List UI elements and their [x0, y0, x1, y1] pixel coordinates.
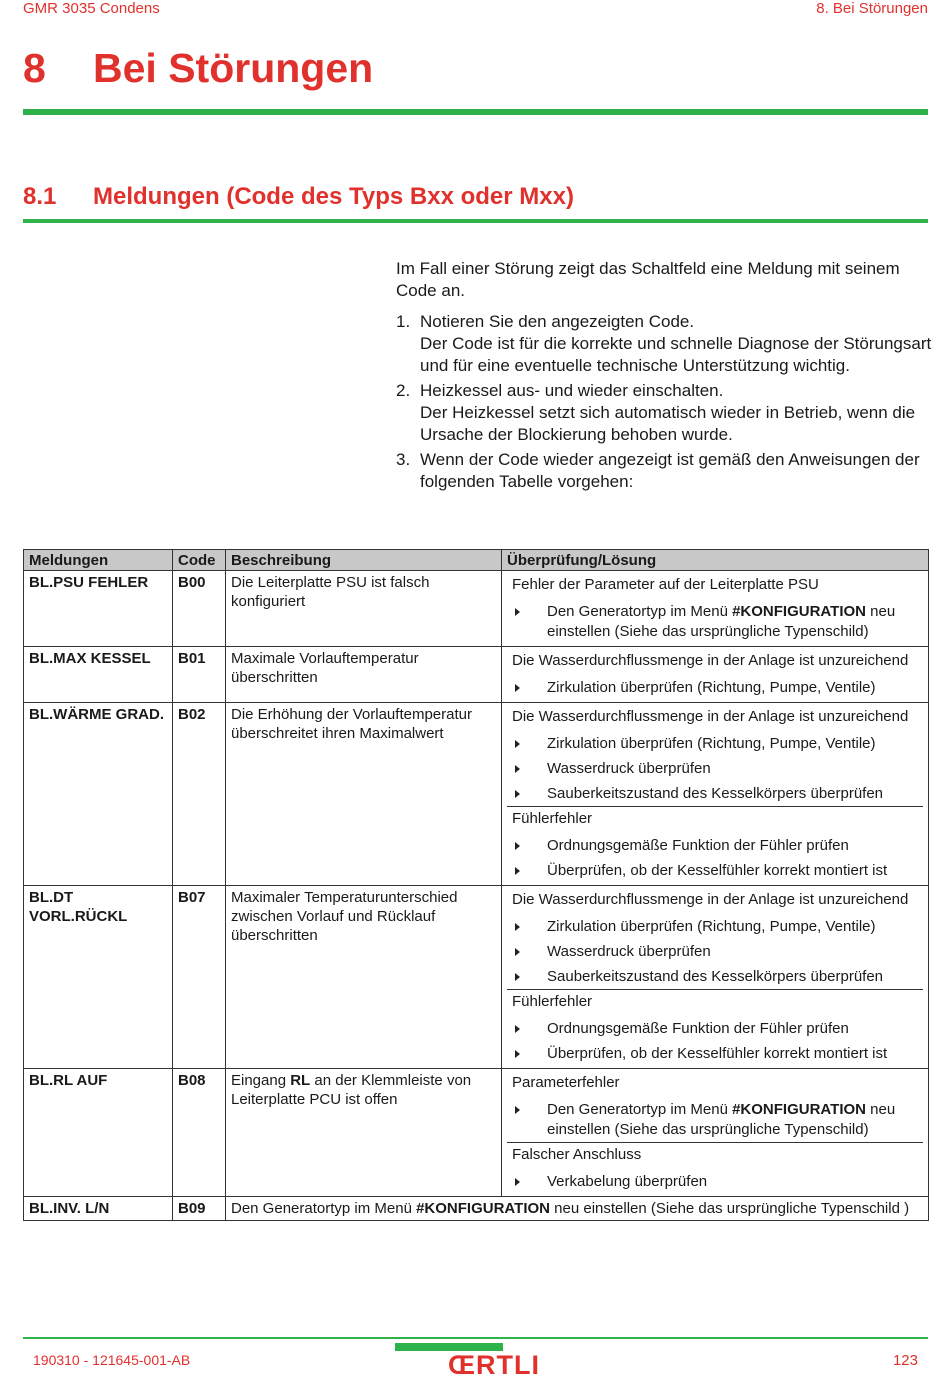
col-header-description: Beschreibung: [226, 550, 502, 571]
text-run: Zirkulation überprüfen (Richtung, Pumpe, Ventile): [547, 735, 876, 752]
solution-cell: [502, 571, 929, 647]
action-list: [512, 1172, 923, 1192]
bullet-triangle-icon: [515, 973, 520, 981]
text-run: neu einstellen (Siehe das ursprüngliche Typenschild): [547, 603, 896, 640]
section-title: Meldungen (Code des Typs Bxx oder Mxx): [93, 183, 574, 210]
table-header-row: [24, 550, 929, 571]
code-cell: B01: [173, 647, 226, 703]
text-bold: #KONFIGURATION: [732, 603, 866, 620]
message-cell: BL.PSU FEHLER: [24, 571, 173, 647]
intro-step: [396, 449, 932, 493]
cause-heading: Fühlerfehler: [512, 993, 593, 1010]
action-list: [512, 1100, 923, 1140]
cause-heading: Fehler der Parameter auf der Leiterplatte PSU: [512, 576, 819, 593]
bullet-triangle-icon: [515, 923, 520, 931]
action-list: [512, 678, 923, 698]
text-run: an der Klemmleiste von Leiterplatte PCU ist offen: [231, 1072, 472, 1108]
solution-block: [507, 705, 923, 806]
solution-cell: [502, 703, 929, 886]
code-cell: B09: [173, 1197, 226, 1221]
text-run: Den Generatortyp im Menü: [231, 1200, 417, 1217]
text-run: neu einstellen (Siehe das ursprüngliche Typenschild): [547, 1101, 896, 1138]
step-title: Heizkessel aus- und wieder einschalten.: [420, 381, 724, 400]
intro-lead: Im Fall einer Störung zeigt das Schaltfeld eine Meldung mit seinem Code an.: [396, 259, 900, 300]
col-header-message: Meldungen: [24, 550, 173, 571]
text-run: Den Generatortyp im Menü: [547, 603, 733, 620]
text-run: Ordnungsgemäße Funktion der Fühler prüfen: [547, 837, 849, 854]
cause-heading: Fühlerfehler: [512, 810, 593, 827]
bullet-triangle-icon: [515, 790, 520, 798]
step-title: Wenn der Code wieder angezeigt ist gemäß den Anweisungen der folgenden Tabelle vorgehen:: [420, 450, 920, 491]
text-bold: #KONFIGURATION: [732, 1101, 866, 1118]
solution-block: [507, 1142, 923, 1194]
code-cell: B02: [173, 703, 226, 886]
running-header-title: GMR 3035 Condens: [23, 0, 160, 17]
bullet-triangle-icon: [515, 867, 520, 875]
oertli-logo: ŒRTLI: [448, 1350, 540, 1380]
bullet-triangle-icon: [515, 1106, 520, 1114]
footer-rule: [23, 1337, 928, 1339]
text-run: Überprüfen, ob der Kesselfühler korrekt montiert ist: [547, 862, 888, 879]
text-run: Überprüfen, ob der Kesselfühler korrekt montiert ist: [547, 1045, 888, 1062]
step-title: Notieren Sie den angezeigten Code.: [420, 312, 695, 331]
code-cell: B08: [173, 1069, 226, 1197]
bullet-triangle-icon: [515, 842, 520, 850]
solution-block: [507, 573, 923, 644]
action-item: [512, 967, 923, 987]
action-list: [512, 602, 923, 642]
cause-heading: Die Wasserdurchflussmenge in der Anlage ist unzureichend: [512, 708, 909, 725]
solution-block: [507, 888, 923, 989]
solution-cell: [502, 647, 929, 703]
action-item: [512, 836, 923, 856]
table-row: [24, 571, 929, 647]
bullet-triangle-icon: [515, 740, 520, 748]
description-cell: [226, 1069, 502, 1197]
code-cell: B07: [173, 886, 226, 1069]
action-item: [512, 1100, 923, 1140]
description-cell: Maximaler Temperaturunterschied zwischen Vorlauf und Rücklauf überschritten: [226, 886, 502, 1069]
message-cell: BL.RL AUF: [24, 1069, 173, 1197]
step-detail: Der Heizkessel setzt sich automatisch wieder in Betrieb, wenn die Ursache der Blockierung behoben wurde.: [420, 403, 916, 444]
intro-step: [396, 380, 932, 446]
description-cell: [226, 1197, 929, 1221]
cause-heading: Falscher Anschluss: [512, 1146, 642, 1163]
action-item: [512, 1019, 923, 1039]
bullet-triangle-icon: [515, 1050, 520, 1058]
description-cell: Maximale Vorlauftemperatur überschritten: [226, 647, 502, 703]
bullet-triangle-icon: [515, 608, 520, 616]
chapter-heading: [23, 45, 373, 92]
message-cell: BL.MAX KESSEL: [24, 647, 173, 703]
bullet-triangle-icon: [515, 1025, 520, 1033]
action-list: [512, 734, 923, 804]
intro-text: [396, 258, 932, 496]
table-row: [24, 647, 929, 703]
table-row: [24, 703, 929, 886]
action-item: [512, 1172, 923, 1192]
text-run: Wasserdruck überprüfen: [547, 760, 711, 777]
text-run: Den Generatortyp im Menü: [547, 1101, 733, 1118]
action-item: [512, 917, 923, 937]
solution-block: [507, 649, 923, 700]
running-header-chapter: 8. Bei Störungen: [816, 0, 928, 17]
text-bold: #KONFIGURATION: [416, 1200, 550, 1217]
bullet-triangle-icon: [515, 684, 520, 692]
action-item: [512, 759, 923, 779]
step-number: 2.: [396, 381, 411, 400]
section-heading: [23, 183, 574, 211]
text-run: neu einstellen (Siehe das ursprüngliche Typenschild ): [549, 1200, 910, 1217]
action-list: [512, 836, 923, 881]
solution-block: [507, 806, 923, 883]
section-number: 8.1: [23, 183, 57, 210]
table-row: [24, 886, 929, 1069]
doc-reference: 190310 - 121645-001-AB: [33, 1352, 191, 1368]
action-list: [512, 1019, 923, 1064]
solution-block: [507, 989, 923, 1066]
text-run: Zirkulation überprüfen (Richtung, Pumpe, Ventile): [547, 918, 876, 935]
chapter-title: Bei Störungen: [93, 45, 374, 91]
cause-heading: Die Wasserdurchflussmenge in der Anlage ist unzureichend: [512, 891, 909, 908]
message-cell: BL.INV. L/N: [24, 1197, 173, 1221]
text-run: Verkabelung überprüfen: [547, 1173, 708, 1190]
action-item: [512, 1044, 923, 1064]
cause-heading: Parameterfehler: [512, 1074, 620, 1091]
text-run: Eingang: [231, 1072, 291, 1089]
intro-step: [396, 311, 932, 377]
text-run: Wasserdruck überprüfen: [547, 943, 711, 960]
action-list: [512, 917, 923, 987]
solution-block: [507, 1071, 923, 1142]
bullet-triangle-icon: [515, 1178, 520, 1186]
step-number: 1.: [396, 312, 411, 331]
text-bold: RL: [290, 1072, 311, 1089]
solution-cell: [502, 886, 929, 1069]
action-item: [512, 602, 923, 642]
action-item: [512, 942, 923, 962]
description-cell: Die Leiterplatte PSU ist falsch konfiguriert: [226, 571, 502, 647]
text-run: Sauberkeitszustand des Kesselkörpers überprüfen: [547, 785, 884, 802]
table-row: [24, 1197, 929, 1221]
error-code-table: [23, 549, 929, 1221]
action-item: [512, 861, 923, 881]
action-item: [512, 784, 923, 804]
col-header-code: Code: [173, 550, 226, 571]
action-item: [512, 678, 923, 698]
section-rule: [23, 219, 928, 223]
col-header-solution: Überprüfung/Lösung: [502, 550, 929, 571]
message-cell: BL.DT VORL.RÜCKL: [24, 886, 173, 1069]
step-detail: Der Code ist für die korrekte und schnelle Diagnose der Störungsart und für eine eventuelle technische Unterstützung wichtig.: [420, 334, 932, 375]
solution-cell: [502, 1069, 929, 1197]
text-run: Zirkulation überprüfen (Richtung, Pumpe, Ventile): [547, 679, 876, 696]
table-row: [24, 1069, 929, 1197]
bullet-triangle-icon: [515, 765, 520, 773]
cause-heading: Die Wasserdurchflussmenge in der Anlage ist unzureichend: [512, 652, 909, 669]
text-run: Ordnungsgemäße Funktion der Fühler prüfen: [547, 1020, 849, 1037]
bullet-triangle-icon: [515, 948, 520, 956]
code-cell: B00: [173, 571, 226, 647]
text-run: Sauberkeitszustand des Kesselkörpers überprüfen: [547, 968, 884, 985]
action-item: [512, 734, 923, 754]
chapter-rule: [23, 109, 928, 115]
description-cell: Die Erhöhung der Vorlauftemperatur überschreitet ihren Maximalwert: [226, 703, 502, 886]
intro-steps: [396, 311, 932, 493]
message-cell: BL.WÄRME GRAD.: [24, 703, 173, 886]
chapter-number: 8: [23, 45, 46, 91]
page-number: 123: [892, 1352, 918, 1369]
step-number: 3.: [396, 450, 411, 469]
